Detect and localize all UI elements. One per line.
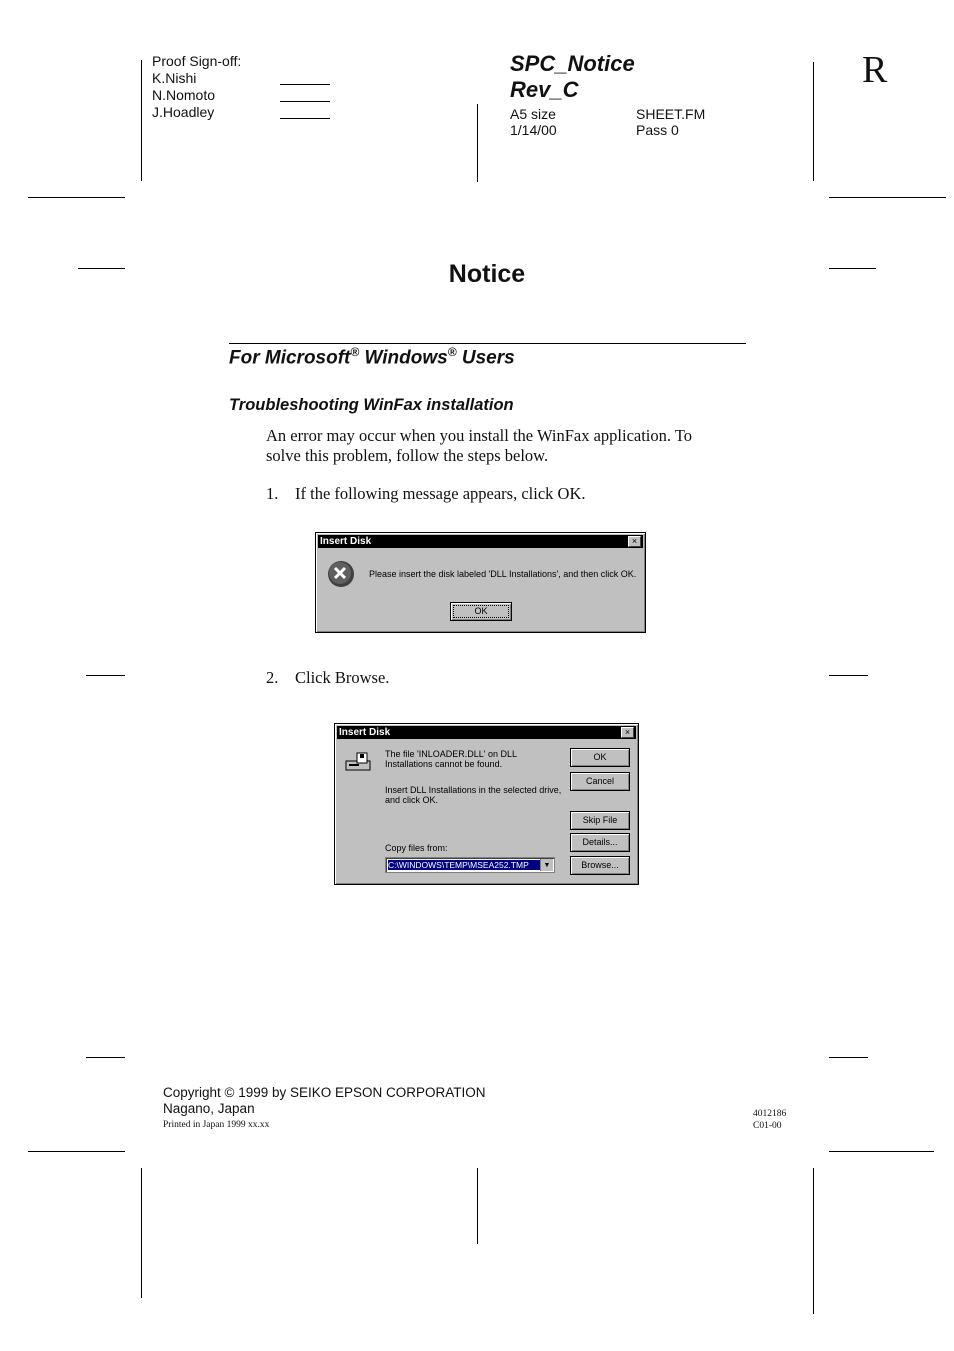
- doc-size: A5 size: [510, 106, 556, 122]
- page-title: Notice: [448, 260, 526, 288]
- copy-files-value: C:\WINDOWS\TEMP\MSEA252.TMP: [388, 860, 540, 870]
- signer-name: J.Hoadley: [152, 104, 215, 120]
- step-1-number: 1.: [266, 484, 279, 503]
- cancel-button[interactable]: Cancel: [570, 772, 630, 791]
- margin-mark-left-3: [86, 1057, 125, 1058]
- copy-files-combo[interactable]: [385, 857, 555, 873]
- margin-mark-right-2: [829, 675, 868, 676]
- signer-name: K.Nishi: [152, 70, 197, 86]
- signature-line: [280, 101, 330, 102]
- crop-line-top-left: [28, 197, 125, 198]
- copy-files-label: Copy files from:: [385, 843, 448, 853]
- doc-title: [510, 51, 635, 103]
- dialog-message-1: The file 'INLOADER.DLL' on DLL Installations cannot be found.: [385, 749, 517, 769]
- insert-disk-dialog-2: [334, 723, 639, 885]
- registration-mark: R: [862, 49, 888, 91]
- doc-file: SHEET.FM: [636, 106, 706, 122]
- crop-line-bottom-right: [829, 1151, 934, 1152]
- close-icon[interactable]: ×: [628, 536, 641, 547]
- step-1-text: If the following message appears, click OK.: [295, 484, 586, 503]
- crop-line-right-top: [813, 62, 814, 181]
- footer-location: Nagano, Japan: [163, 1101, 255, 1116]
- crop-line-left-top: [141, 60, 142, 181]
- proof-signoff-label: Proof Sign-off:: [152, 53, 242, 69]
- ok-button[interactable]: OK: [450, 602, 512, 621]
- crop-line-bottom-left: [28, 1151, 125, 1152]
- footer-code-1: 4012186: [753, 1109, 787, 1119]
- step-2-number: 2.: [266, 668, 279, 687]
- crop-line-left-bottom: [141, 1168, 142, 1298]
- dialog-message-2: Insert DLL Installations in the selected drive, and click OK.: [385, 785, 562, 805]
- section-heading: For Microsoft® Windows® Users: [229, 345, 515, 369]
- doc-title-line1: SPC_Notice: [510, 51, 635, 76]
- ok-button[interactable]: OK: [570, 748, 630, 767]
- signature-line: [280, 118, 330, 119]
- doc-pass: Pass 0: [636, 122, 679, 138]
- footer-copyright: Copyright © 1999 by SEIKO EPSON CORPORATION: [163, 1085, 486, 1100]
- doc-title-line2: Rev_C: [510, 77, 579, 102]
- insert-disk-dialog-1: [315, 532, 646, 633]
- margin-mark-right-3: [829, 1057, 868, 1058]
- dialog-title-bar: Insert Disk ×: [318, 535, 643, 548]
- signature-line: [280, 84, 330, 85]
- footer-code-2: C01-00: [753, 1121, 782, 1131]
- dialog-message: Please insert the disk labeled 'DLL Installations', and then click OK.: [369, 569, 637, 579]
- crop-line-top-right: [829, 197, 946, 198]
- browse-button[interactable]: Browse...: [570, 856, 630, 875]
- details-button[interactable]: Details...: [570, 833, 630, 852]
- crop-line-center-bottom: [477, 1168, 478, 1244]
- chevron-down-icon[interactable]: ▼: [540, 859, 553, 871]
- dialog-title-bar: Insert Disk ×: [337, 726, 636, 739]
- footer-printed: Printed in Japan 1999 xx.xx: [163, 1120, 270, 1130]
- subheading: Troubleshooting WinFax installation: [229, 396, 514, 414]
- close-icon[interactable]: ×: [621, 727, 634, 738]
- section-rule: [229, 343, 746, 344]
- crop-line-center-top: [477, 104, 478, 182]
- signer-name: N.Nomoto: [152, 87, 216, 103]
- error-icon: [327, 560, 355, 588]
- margin-mark-left-2: [86, 675, 125, 676]
- skip-file-button[interactable]: Skip File: [570, 811, 630, 830]
- doc-date: 1/14/00: [510, 122, 557, 138]
- intro-paragraph: An error may occur when you install the WinFax application. To solve this problem, follow the steps below.: [266, 426, 693, 465]
- proof-signoff-block: [152, 53, 241, 121]
- disk-drive-icon: [345, 751, 373, 773]
- crop-line-right-bottom: [813, 1168, 814, 1314]
- step-2-text: Click Browse.: [295, 668, 390, 687]
